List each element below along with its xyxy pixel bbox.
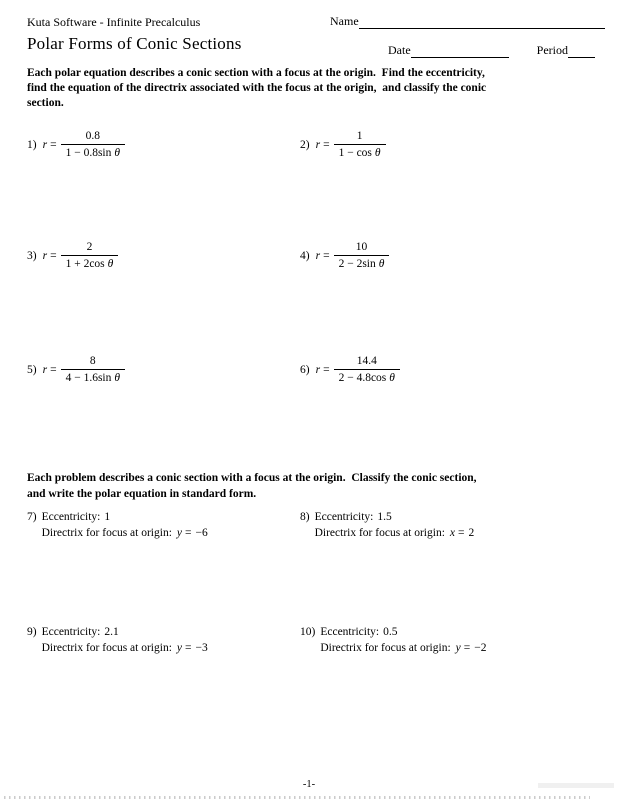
eccentricity-value: 0.5 (383, 626, 398, 638)
equals-sign: = (185, 642, 192, 654)
fraction-numerator: 10 (355, 241, 368, 253)
directrix-line: Directrix for focus at origin: y = −3 (41, 642, 208, 654)
problem-body (315, 509, 475, 541)
instruction-line: find the equation of the directrix associated with the focus at the origin, and classify the conic (27, 82, 487, 94)
directrix-variable: x (449, 527, 455, 539)
brand-text: Kuta Software - Infinite Precalculus (27, 15, 201, 29)
instruction-line: Each polar equation describes a conic section with a focus at the origin. Find the eccentricity, (27, 67, 485, 79)
directrix-line: Directrix for focus at origin: x = 2 (314, 527, 475, 539)
directrix-variable: y (455, 642, 461, 654)
equals-sign: = (323, 249, 330, 262)
fraction-denominator: 1 − 0.8sin θ (61, 144, 125, 160)
problem-1 (27, 129, 125, 160)
fraction (61, 240, 119, 271)
problem-2 (300, 129, 386, 160)
equation-variable: r (315, 363, 321, 376)
problem-number: 1) (27, 138, 37, 151)
problem-5 (27, 354, 125, 385)
problem-number: 2) (300, 138, 310, 151)
theta-symbol: θ (374, 147, 381, 159)
theta-symbol: θ (114, 372, 121, 384)
fraction-denominator: 2 − 4.8cos θ (334, 369, 400, 385)
fraction (61, 129, 125, 160)
eccentricity-value: 1.5 (377, 511, 392, 523)
problem-number: 9) (27, 626, 37, 638)
instruction-line: section. (27, 97, 64, 109)
theta-symbol: θ (389, 372, 395, 384)
clipped-text-artifact (4, 796, 590, 799)
page-number: -1- (302, 779, 316, 790)
equals-sign: = (458, 527, 465, 539)
eccentricity-line: Eccentricity: 0.5 (320, 626, 398, 638)
faint-watermark-artifact (538, 783, 614, 788)
directrix-value: −2 (474, 642, 487, 654)
equals-sign: = (185, 527, 192, 539)
problem-4 (300, 240, 389, 271)
eccentricity-value: 1 (104, 511, 111, 523)
equation-variable: r (42, 363, 48, 376)
fraction-numerator: 0.8 (85, 130, 100, 142)
equation-variable: r (315, 138, 321, 151)
eccentricity-line: Eccentricity: 1.5 (314, 511, 392, 523)
problem-7 (27, 509, 208, 541)
fraction-numerator: 8 (89, 355, 96, 367)
fraction-numerator: 1 (356, 130, 363, 142)
problem-6 (300, 354, 400, 385)
problem-8 (300, 509, 474, 541)
directrix-line: Directrix for focus at origin: y = −2 (320, 642, 487, 654)
name-blank-line (359, 16, 605, 29)
problem-number: 7) (27, 511, 37, 523)
directrix-value: 2 (468, 527, 475, 539)
problem-number: 4) (300, 249, 310, 262)
period-blank-line (568, 45, 595, 58)
problem-number: 5) (27, 363, 37, 376)
fraction-denominator: 1 − cos θ (334, 144, 386, 160)
equation-variable: r (315, 249, 321, 262)
period-label: Period (536, 43, 568, 57)
fraction (334, 354, 400, 385)
instruction-line: and write the polar equation in standard form. (27, 488, 257, 500)
section2-instructions (27, 470, 477, 502)
problem-9 (27, 624, 208, 656)
fraction (61, 354, 125, 385)
name-label: Name (330, 14, 359, 28)
directrix-line: Directrix for focus at origin: y = −6 (41, 527, 208, 539)
problem-10 (300, 624, 487, 656)
equals-sign: = (323, 138, 330, 151)
theta-symbol: θ (107, 258, 114, 270)
problem-body (320, 624, 486, 656)
problem-number: 8) (300, 511, 310, 523)
fraction-denominator: 2 − 2sin θ (334, 255, 390, 271)
theta-symbol: θ (378, 258, 385, 270)
eccentricity-line: Eccentricity: 2.1 (41, 626, 119, 638)
directrix-value: −6 (195, 527, 208, 539)
equation-variable: r (42, 249, 48, 262)
fraction-numerator: 14.4 (356, 355, 377, 367)
directrix-variable: y (176, 527, 182, 539)
eccentricity-line: Eccentricity: 1 (41, 511, 111, 523)
date-period-row (388, 43, 595, 58)
problem-number: 3) (27, 249, 37, 262)
equals-sign: = (50, 138, 57, 151)
equation-variable: r (42, 138, 48, 151)
fraction (334, 129, 386, 160)
problem-body (42, 509, 208, 541)
directrix-variable: y (176, 642, 182, 654)
instruction-line: Each problem describes a conic section with a focus at the origin. Classify the conic section, (27, 472, 477, 484)
fraction (334, 240, 390, 271)
equals-sign: = (50, 363, 57, 376)
date-blank-line (411, 45, 509, 58)
directrix-value: −3 (195, 642, 208, 654)
equals-sign: = (323, 363, 330, 376)
section1-instructions (27, 66, 486, 111)
fraction-denominator: 4 − 1.6sin θ (61, 369, 125, 385)
theta-symbol: θ (114, 147, 121, 159)
problem-number: 6) (300, 363, 310, 376)
fraction-numerator: 2 (86, 241, 93, 253)
problem-body (42, 624, 208, 656)
page-title: Polar Forms of Conic Sections (27, 34, 242, 53)
problem-3 (27, 240, 118, 271)
date-label: Date (388, 43, 411, 57)
name-field-row (330, 14, 610, 29)
equals-sign: = (463, 642, 471, 654)
eccentricity-value: 2.1 (104, 626, 119, 638)
fraction-denominator: 1 + 2cos θ (61, 255, 119, 271)
problem-number: 10) (300, 626, 316, 638)
equals-sign: = (50, 249, 57, 262)
